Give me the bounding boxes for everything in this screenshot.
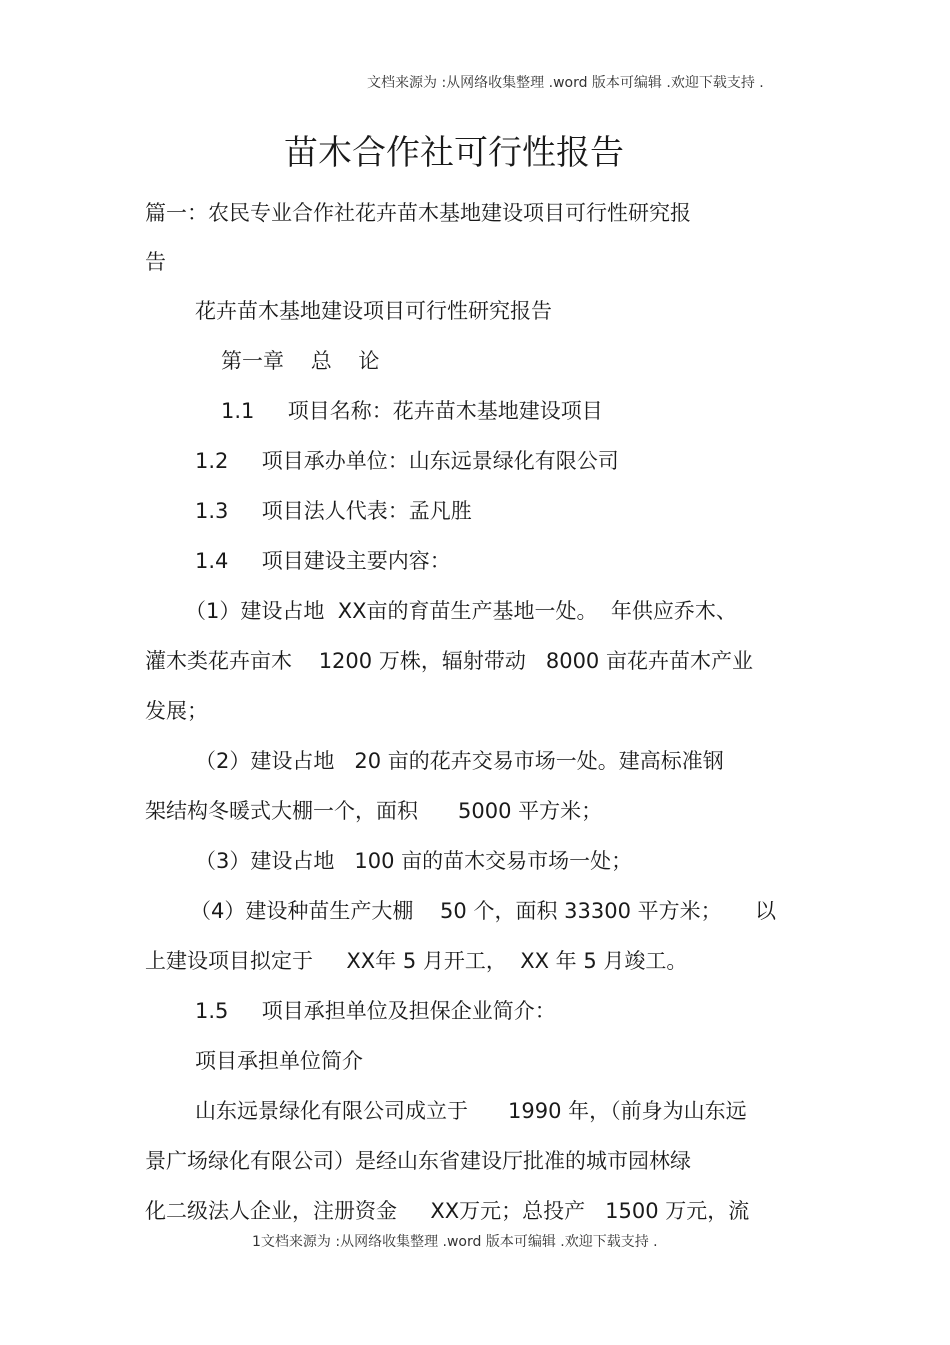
paragraph-line: （2）建设占地 20 亩的花卉交易市场一处。建高标准钢 <box>195 749 724 773</box>
paragraph-line: 发展； <box>145 699 208 723</box>
paragraph-line: （3）建设占地 100 亩的苗木交易市场一处； <box>195 849 633 873</box>
paragraph-line: 1.3 项目法人代表：孟凡胜 <box>195 499 472 523</box>
paragraph-line: 告 <box>145 250 166 274</box>
paragraph-line: 1.4 项目建设主要内容： <box>195 549 451 573</box>
paragraph-line: 景广场绿化有限公司）是经山东省建设厅批准的城市园林绿 <box>145 1149 691 1173</box>
paragraph-line: （4）建设种苗生产大棚 50 个，面积 33300 平方米； 以 <box>190 899 776 923</box>
paragraph-line: 架结构冬暖式大棚一个，面积 5000 平方米； <box>145 799 603 823</box>
paragraph-line: 上建设项目拟定于 XX年 5 月开工， XX 年 5 月竣工。 <box>145 949 688 973</box>
paragraph-line: 项目承担单位简介 <box>195 1049 363 1073</box>
paragraph-line: 山东远景绿化有限公司成立于 1990 年，（前身为山东远 <box>195 1099 747 1123</box>
paragraph-line: 1.2 项目承办单位：山东远景绿化有限公司 <box>195 449 619 473</box>
paragraph-line: 篇一：农民专业合作社花卉苗木基地建设项目可行性研究报 <box>145 201 691 225</box>
document-title: 苗木合作社可行性报告 <box>284 133 624 173</box>
paragraph-line: 花卉苗木基地建设项目可行性研究报告 <box>195 299 552 323</box>
chapter-heading: 第一章 总 论 <box>221 349 380 373</box>
paragraph-line: 1.5 项目承担单位及担保企业简介： <box>195 999 556 1023</box>
paragraph-line: 化二级法人企业，注册资金 XX万元；总投产 1500 万元，流 <box>145 1199 750 1223</box>
paragraph-line: （1）建设占地 XX亩的育苗生产基地一处。 年供应乔木、 <box>185 599 737 623</box>
page-footer: 1文档来源为 :从网络收集整理 .word 版本可编辑 .欢迎下载支持 . <box>252 1234 658 1250</box>
paragraph-line: 1.1 项目名称：花卉苗木基地建设项目 <box>221 399 603 423</box>
page-header: 文档来源为 :从网络收集整理 .word 版本可编辑 .欢迎下载支持 . <box>367 75 764 91</box>
paragraph-line: 灌木类花卉亩木 1200 万株，辐射带动 8000 亩花卉苗木产业 <box>145 649 753 673</box>
